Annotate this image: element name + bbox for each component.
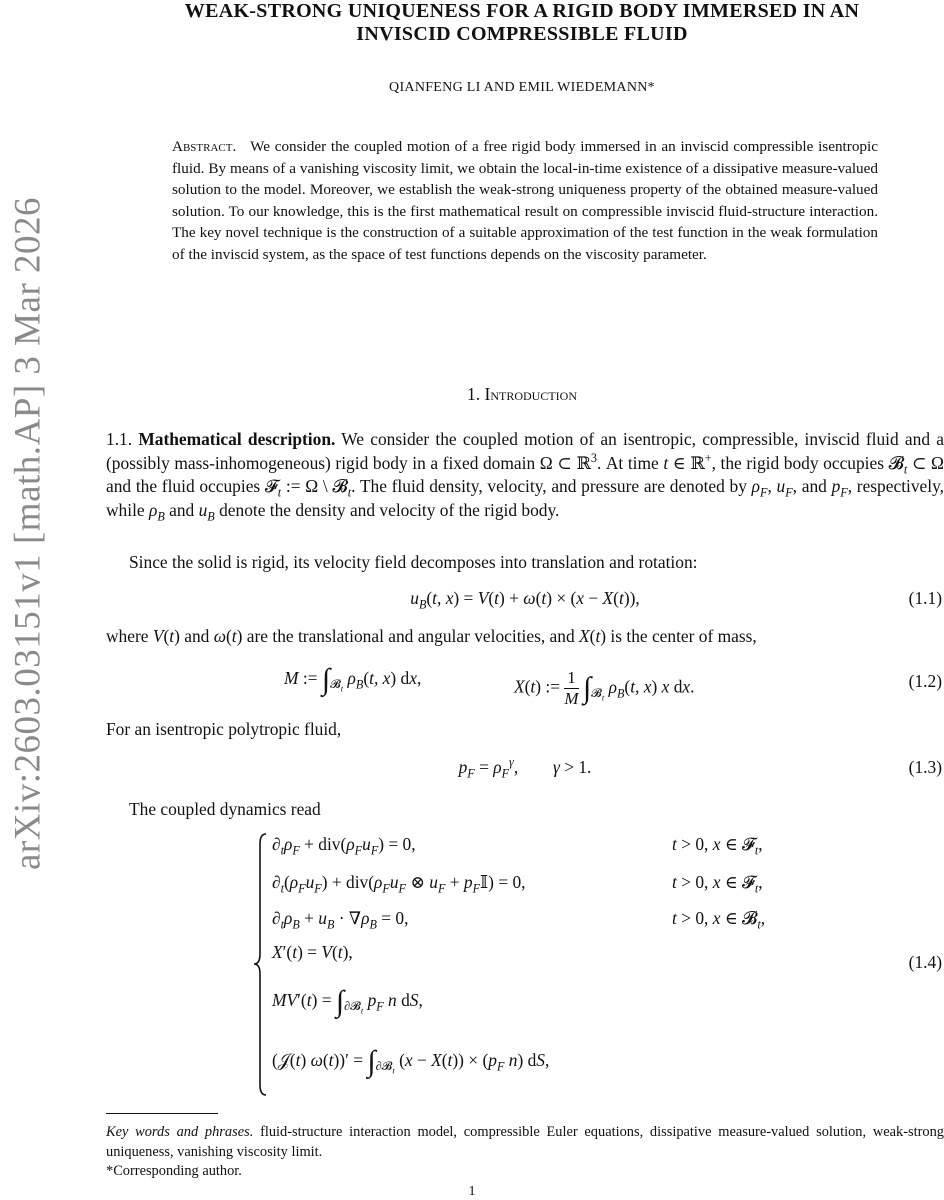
paragraph-rigid-velocity: Since the solid is rigid, its velocity field decomposes into translation and rotation:: [129, 552, 698, 572]
equation-number: (1.1): [908, 588, 942, 608]
system-row-linear-momentum: $MV'(t) = \int_{\partial 𝓑_t}$ $p_F$ n dS,: [272, 985, 423, 1018]
paragraph-mathematical-description: [106, 428, 944, 522]
system-condition-1: t > 0, x ∈ 𝓕$_t$,: [672, 834, 763, 858]
abstract-text: We consider the coupled motion of a free rigid body immersed in an inviscid compressible isentropic fluid. By means of a vanishing viscosity limit, we obtain the local-in-time existence of a dissipative measure-valued solution to the model. Moreover, we establish the weak-strong uniqueness property of the obtained measure-valued solution. To our knowledge, this is the first mathematical result on compressible inviscid fluid-structure interaction. The key novel technique is the construction of a suitable approximation of the test function in the weak formulation of the inviscid system, as the space of test functions depends on the viscosity parameter.: [172, 138, 878, 263]
section-heading: [100, 384, 944, 405]
paragraph-where: where V(t) and ω(t) are the translational and angular velocities, and X(t) is the center of mass,: [106, 626, 757, 646]
footnote-keywords: [106, 1123, 944, 1162]
system-condition-2: t > 0, x ∈ 𝓕$_t$,: [672, 872, 763, 896]
equation-number: (1.4): [908, 952, 942, 972]
footnotes: [106, 1123, 944, 1182]
keywords-text: fluid-structure interaction model, compressible Euler equations, dissipative measure-valued solution, weak-strong uniqueness, vanishing viscosity limit.: [106, 1124, 944, 1160]
authors: QIANFENG LI AND EMIL WIEDEMANN*: [389, 80, 655, 95]
system-row-mass-conservation: $\partial_t\rho_F + div(\rho_Fu_F) = 0$,: [272, 834, 416, 858]
paragraph-coupled: The coupled dynamics read: [129, 799, 321, 819]
page-number: 1: [468, 1184, 476, 1199]
abstract: [172, 136, 878, 266]
section-title: Introduction: [484, 384, 577, 404]
equation-1-4-number-row: [106, 952, 944, 976]
section-number: 1.: [467, 384, 481, 404]
equation-number: (1.3): [908, 757, 942, 777]
equation-body: $p_F = \rho_F^\gamma$, γ > 1.: [458, 755, 592, 781]
system-row-position: X′(t) = V(t),: [272, 942, 353, 962]
equation-1-1: [106, 588, 944, 612]
equation-body: $u_B(t$, x) = V(t) + ω(t) × (x − X(t)),: [410, 588, 640, 612]
equation-1-2: [106, 663, 944, 708]
subsection-number: 1.1.: [106, 429, 133, 449]
system-row-angular-momentum: (𝒥(t) $\omega(t))' = \int_{\partial 𝓑_t}$ $(x - X(t)) \times (p_F$ n) dS,: [272, 1045, 550, 1078]
equation-1-3: [106, 757, 944, 781]
arxiv-identifier-stamp: arXiv:2603.03151v1 [math.AP] 3 Mar 2026: [7, 196, 49, 871]
footnote-corresponding-author: *Corresponding author.: [106, 1163, 242, 1179]
subsection-title: Mathematical description.: [138, 429, 336, 449]
title-line-1: WEAK-STRONG UNIQUENESS FOR A RIGID BODY IMMERSED IN AN: [184, 0, 860, 22]
keywords-label: Key words and phrases.: [106, 1124, 254, 1140]
paragraph-polytropic: For an isentropic polytropic fluid,: [106, 719, 342, 739]
equation-center-of-mass: X(t) := $\frac{1}{M}$ $\int_{𝓑_t}$ $\rho_B(t$, x) x dx.: [514, 668, 695, 708]
system-row-momentum: $\partial_t(\rho_Fu_F) + div(\rho_Fu_F$ ⊗ $u_F$ + $p_F𝕀) = 0$,: [272, 872, 526, 896]
title-line-2: INVISCID COMPRESSIBLE FLUID: [356, 23, 688, 45]
footnote-rule: [106, 1113, 218, 1114]
equation-number: (1.2): [908, 671, 942, 691]
paper-title: [100, 0, 944, 46]
equation-mass: M := $\int_{𝓑_t}$ $\rho_B(t$, x) dx,: [284, 663, 422, 696]
system-row-body-density: $\partial_t\rho_B + u_B \cdot \nabla\rho_B = 0$,: [272, 908, 409, 932]
abstract-label: Abstract.: [172, 138, 237, 155]
system-condition-3: t > 0, x ∈ 𝓑$_t$,: [672, 908, 766, 932]
paragraph-text: We consider the coupled motion of an isentropic, compressible, inviscid fluid and a (possibly mass-inhomogeneous) rigid body in a fixed domain Ω ⊂ ℝ$^3$. At time t ∈ ℝ+, the rigid body occupies 𝓑$_t$ ⊂ Ω and the fluid occupies 𝓕$_t$ := Ω \ 𝓑$_t$. The fluid density, velocity, and pressure are denoted by $\rho_F$, $u_F$, and $p_F$, respectively, while $\rho_B$ and $u_B$ denote the density and velocity of the rigid body.: [106, 429, 944, 524]
